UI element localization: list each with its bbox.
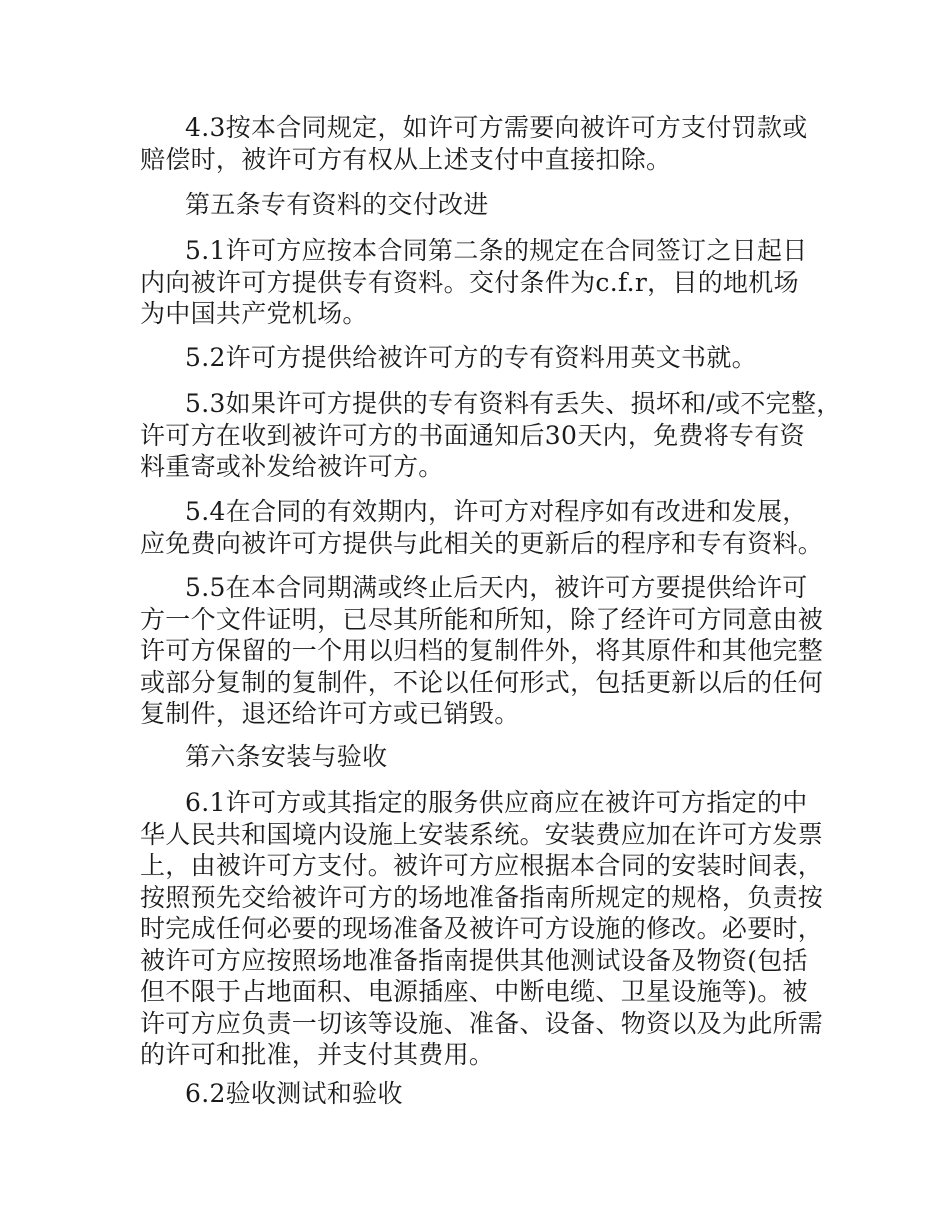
text-line: 应免费向被许可方提供与此相关的更新后的程序和专有资料。 [140, 528, 824, 558]
text-line: 被许可方应按照场地准备指南提供其他测试设备及物资(包括 [140, 945, 808, 975]
text-line: 料重寄或补发给被许可方。 [140, 452, 444, 481]
article-5-heading [140, 189, 820, 221]
text-line: 但不限于占地面积、电源插座、中断电缆、卫星设施等)。被 [140, 977, 808, 1006]
section-heading: 第五条专有资料的交付改进 [185, 190, 489, 219]
paragraph-5-5 [140, 572, 824, 730]
text-line: 许可方在收到被许可方的书面通知后30天内，免费将专有资 [140, 420, 805, 450]
text-line: 许可方应负责一切该等设施、准备、设备、物资以及为此所需 [140, 1008, 824, 1038]
text-line: 内向被许可方提供专有资料。交付条件为c.f.r，目的地机场 [140, 267, 799, 297]
text-line: 复制件，退还给许可方或已销毁。 [140, 699, 520, 728]
paragraph-5-2 [140, 342, 820, 374]
paragraph-5-3 [140, 388, 842, 483]
text-line: 赔偿时，被许可方有权从上述支付中直接扣除。 [140, 144, 672, 174]
text-line: 6.2验收测试和验收 [185, 1079, 403, 1108]
text-line: 或部分复制的复制件，不论以任何形式，包括更新以后的任何 [140, 667, 824, 697]
text-line: 5.2许可方提供给被许可方的专有资料用英文书就。 [185, 343, 757, 372]
text-line: 5.5在本合同期满或终止后天内，被许可方要提供给许可 [185, 573, 808, 602]
section-heading: 第六条安装与验收 [185, 742, 388, 771]
paragraph-5-4 [140, 496, 824, 559]
paragraph-6-2 [140, 1078, 820, 1110]
article-6-heading [140, 741, 820, 773]
text-line: 5.1许可方应按本合同第二条的规定在合同签订之日起日 [185, 236, 808, 265]
text-line: 方一个文件证明，已尽其所能和所知，除了经许可方同意由被 [140, 604, 824, 634]
text-line: 许可方保留的一个用以归档的复制件外，将其原件和其他完整 [140, 636, 824, 665]
text-line: 4.3按本合同规定，如许可方需要向被许可方支付罚款或 [185, 113, 808, 142]
paragraph-5-1 [140, 235, 820, 330]
text-line: 为中国共产党机场。 [140, 299, 368, 328]
text-line: 按照预先交给被许可方的场地准备指南所规定的规格，负责按 [140, 882, 824, 912]
paragraph-6-1 [140, 787, 824, 1071]
paragraph-4-3 [140, 112, 820, 175]
text-line: 5.3如果许可方提供的专有资料有丢失、损坏和/或不完整， [185, 389, 842, 418]
text-line: 上，由被许可方支付。被许可方应根据本合同的安装时间表， [140, 851, 824, 880]
text-line: 华人民共和国境内设施上安装系统。安装费应加在许可方发票 [140, 819, 824, 849]
text-line: 的许可和批准，并支付其费用。 [140, 1040, 495, 1069]
text-line: 6.1许可方或其指定的服务供应商应在被许可方指定的中 [185, 788, 808, 817]
text-line: 5.4在合同的有效期内，许可方对程序如有改进和发展， [185, 497, 808, 526]
text-line: 时完成任何必要的现场准备及被许可方设施的修改。必要时， [140, 914, 824, 943]
